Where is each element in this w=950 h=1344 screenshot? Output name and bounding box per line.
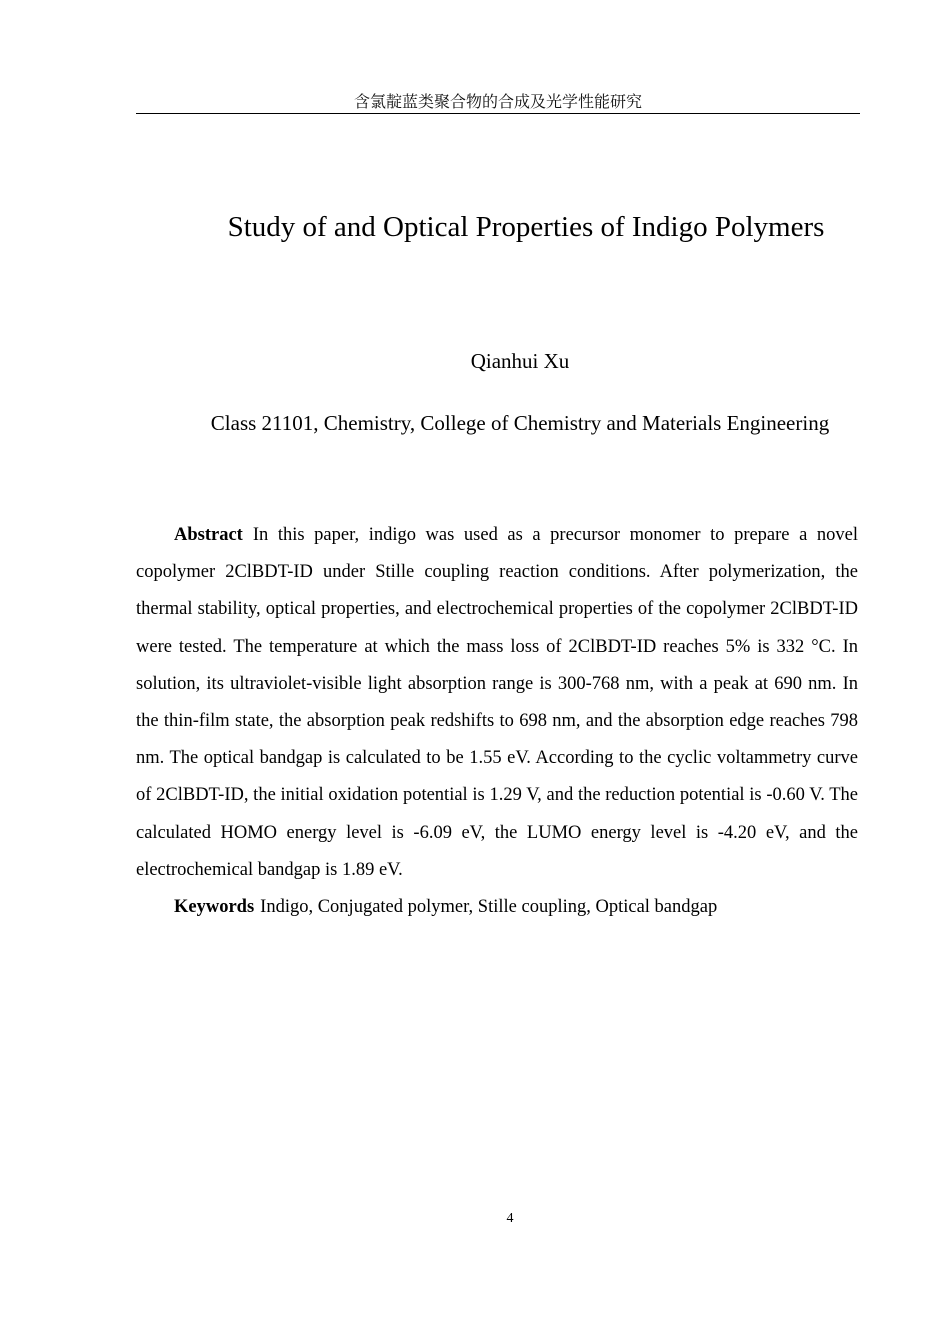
paper-title: Study of and Optical Properties of Indigo Polymers — [227, 211, 825, 243]
running-header-title: 含氯靛蓝类聚合物的合成及光学性能研究 — [353, 92, 642, 111]
keywords-text: Indigo, Conjugated polymer, Stille coupling, Optical bandgap — [260, 897, 718, 917]
keywords-label: Keywords — [174, 897, 255, 917]
author-name: Qianhui Xu — [470, 349, 570, 373]
abstract-label: Abstract — [174, 525, 243, 545]
abstract-text: In this paper, indigo was used as a precursor monomer to prepare a novel copolymer 2ClBDT-ID under Stille coupling reaction conditions. After polymerization, the thermal stability, optical properties, and electrochemical properties of the copolymer 2ClBDT-ID were tested. The temperature at which the mass loss of 2ClBDT-ID reaches 5% is 332 °C. In solution, its ultraviolet-visible light absorption range is 300-768 nm, with a peak at 690 nm. In the thin-film state, the absorption peak redshifts to 698 nm, and the absorption edge reaches 798 nm. The optical bandgap is calculated to be 1.55 eV. According to the cyclic voltammetry curve of 2ClBDT-ID, the initial oxidation potential is 1.29 V, and the reduction potential is -0.60 V. The calculated HOMO energy level is -6.09 eV, the LUMO energy level is -4.20 eV, and the electrochemical bandgap is 1.89 eV. — [136, 525, 858, 880]
abstract-paragraph — [136, 517, 858, 889]
author-affiliation: Class 21101, Chemistry, College of Chemistry and Materials Engineering — [210, 411, 830, 435]
running-header — [136, 91, 860, 114]
page-number: 4 — [506, 1211, 514, 1226]
keywords-paragraph — [136, 889, 858, 926]
